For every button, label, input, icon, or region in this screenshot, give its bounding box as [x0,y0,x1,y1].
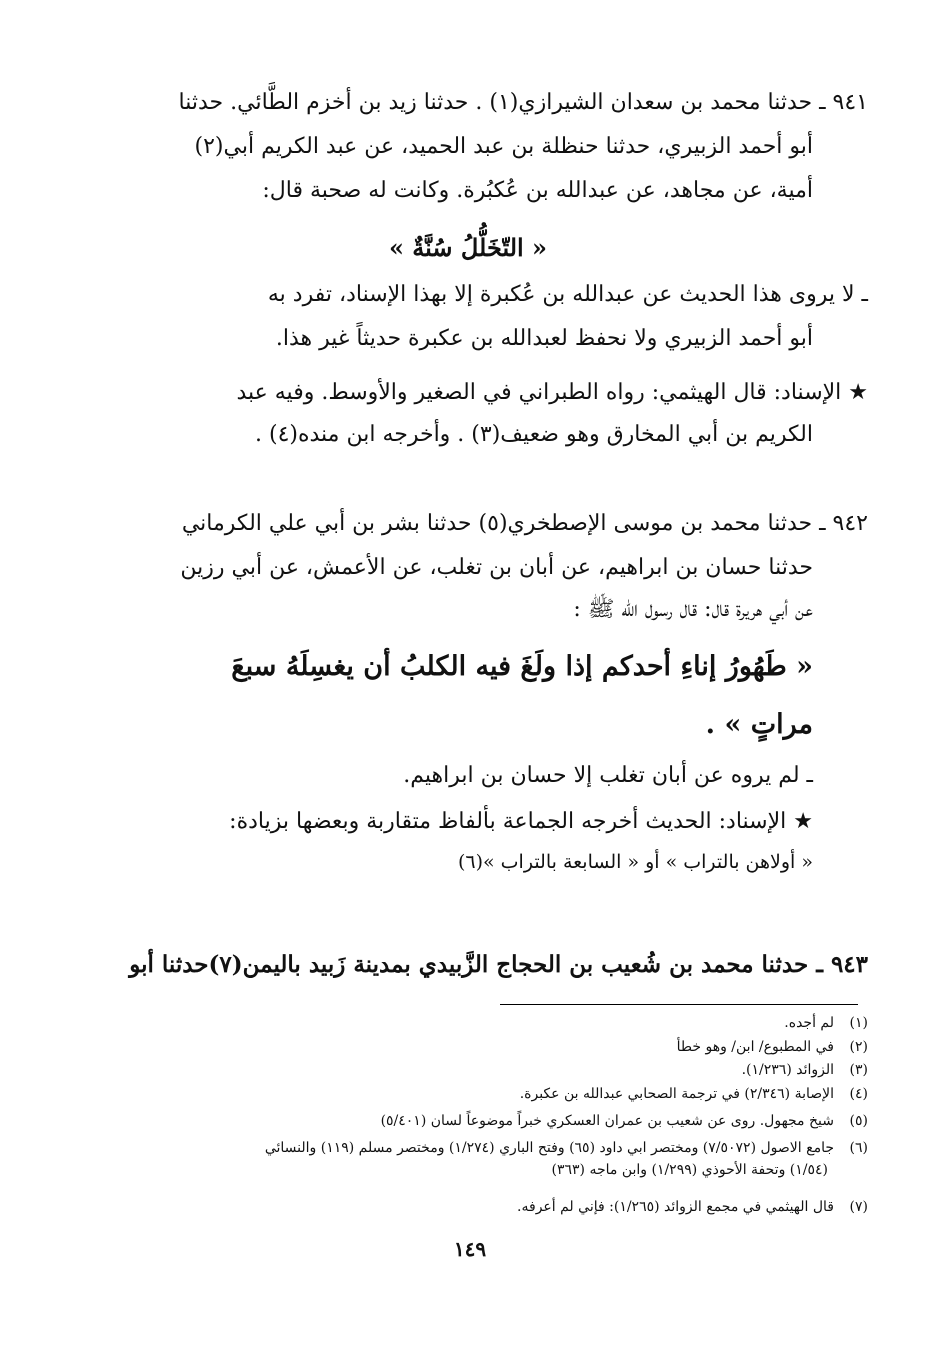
note-line: ـ لم يروه عن أبان تغلب إلا حسان بن ابراهيم. [403,763,813,788]
entry-line: ٩٤٢ ـ حدثنا محمد بن موسى الإصطخري(٥) حدثنا بشر بن أبي علي الكرماني [181,511,868,536]
footnote-text: جامع الاصول (٧/٥٠٧٢) ومختصر ابي داود (٦٥) وفتح الباري (١/٢٧٤) ومختصر مسلم (١١٩) والنسائي [264,1140,834,1156]
entry-line: حدثنا حسان بن ابراهيم، عن أبان بن تغلب، عن الأعمش، عن أبي رزين [180,555,813,580]
entry-line: ٩٤٣ ـ حدثنا محمد بن شُعيب بن الحجاج الزَّبيدي بمدينة زَبيد باليمن(٧)حدثنا أبو [129,951,868,978]
hadith-text: « طَهُورُ إناءِ أحدكم إذا ولَغَ فيه الكلبُ أن يغسِلَهُ سبعَ [231,651,813,682]
footnote-3 [128,1063,868,1077]
note-line: ـ لا يروى هذا الحديث عن عبدالله بن عُكبرة إلا بهذا الإسناد، تفرد به [267,282,868,307]
isnad-line: ★ الإسناد: قال الهيثمي: رواه الطبراني في الصغير والأوسط. وفيه عبد [236,380,868,405]
footnote-text: الإصابة (٢/٣٤٦) في ترجمة الصحابي عبدالله بن عكبرة. [519,1086,834,1102]
hadith-entry-941 [68,92,868,468]
hadith-entry-942 [68,513,868,893]
footnote-2 [128,1040,868,1054]
footnote-4 [128,1087,868,1101]
footnote-number: (٦) [849,1140,868,1156]
note-line: أبو أحمد الزبيري ولا نحفظ لعبدالله بن عكبرة حديثاً غير هذا. [275,326,813,351]
entry-line: أبو أحمد الزبيري، حدثنا حنظلة بن عبد الحميد، عن عبد الكريم أبي(٢) [194,134,813,159]
footnote-number: (٧) [849,1199,868,1215]
footnote-number: (٢) [849,1039,868,1055]
footnote-text: الزوائد (١/٢٣٦). [741,1062,834,1078]
entry-line: عن أبي هريرة قال: قال رسول الله ﷺ : [573,597,813,622]
footnote-text: لم أجده. [784,1015,834,1031]
footnote-6 [128,1141,868,1177]
footnote-divider [500,1004,858,1005]
footnote-number: (٤) [849,1086,868,1102]
entry-line: ٩٤١ ـ حدثنا محمد بن سعدان الشيرازي(١) . حدثنا زيد بن أخزم الطَّائي. حدثنا [178,90,868,115]
hadith-text: مراتٍ » . [705,709,813,740]
footnote-continuation: (١/٥٤) وتحفة الأحوذي (١/٢٩٩) وابن ماجه (٣٦٣) [551,1162,828,1178]
footnote-text: شيخ مجهول. روى عن شعيب بن عمران العسكري خبراً موضوعاً لسان (٥/٤٠١) [380,1113,834,1129]
isnad-line: الكريم بن أبي المخارق وهو ضعيف(٣) . وأخرجه ابن منده(٤) . [254,422,813,447]
footnote-5 [128,1114,868,1128]
footnote-text: في المطبوع/ ابن/ وهو خطأ [676,1039,834,1055]
hadith-entry-943 [68,953,868,987]
isnad-line: ★ الإسناد: الحديث أخرجه الجماعة بألفاظ متقاربة وبعضها بزيادة: [229,809,813,834]
footnote-7 [128,1200,868,1214]
isnad-line: « أولاهن بالتراب » أو « السابعة بالتراب »(٦) [457,851,813,873]
footnote-number: (١) [849,1015,868,1031]
footnote-number: (٣) [849,1062,868,1078]
page-number: ١٤٩ [453,1237,487,1261]
footnote-1 [128,1016,868,1030]
footnote-number: (٥) [849,1113,868,1129]
hadith-text: « التّخَلُّلُ سُنَّةٌ » [388,233,548,262]
footnote-text: قال الهيثمي في مجمع الزوائد (١/٢٦٥): فإني لم أعرفه. [517,1199,834,1215]
entry-line: أمية، عن مجاهد، عن عبدالله بن عُكبُرة. وكانت له صحبة قال: [262,178,813,203]
